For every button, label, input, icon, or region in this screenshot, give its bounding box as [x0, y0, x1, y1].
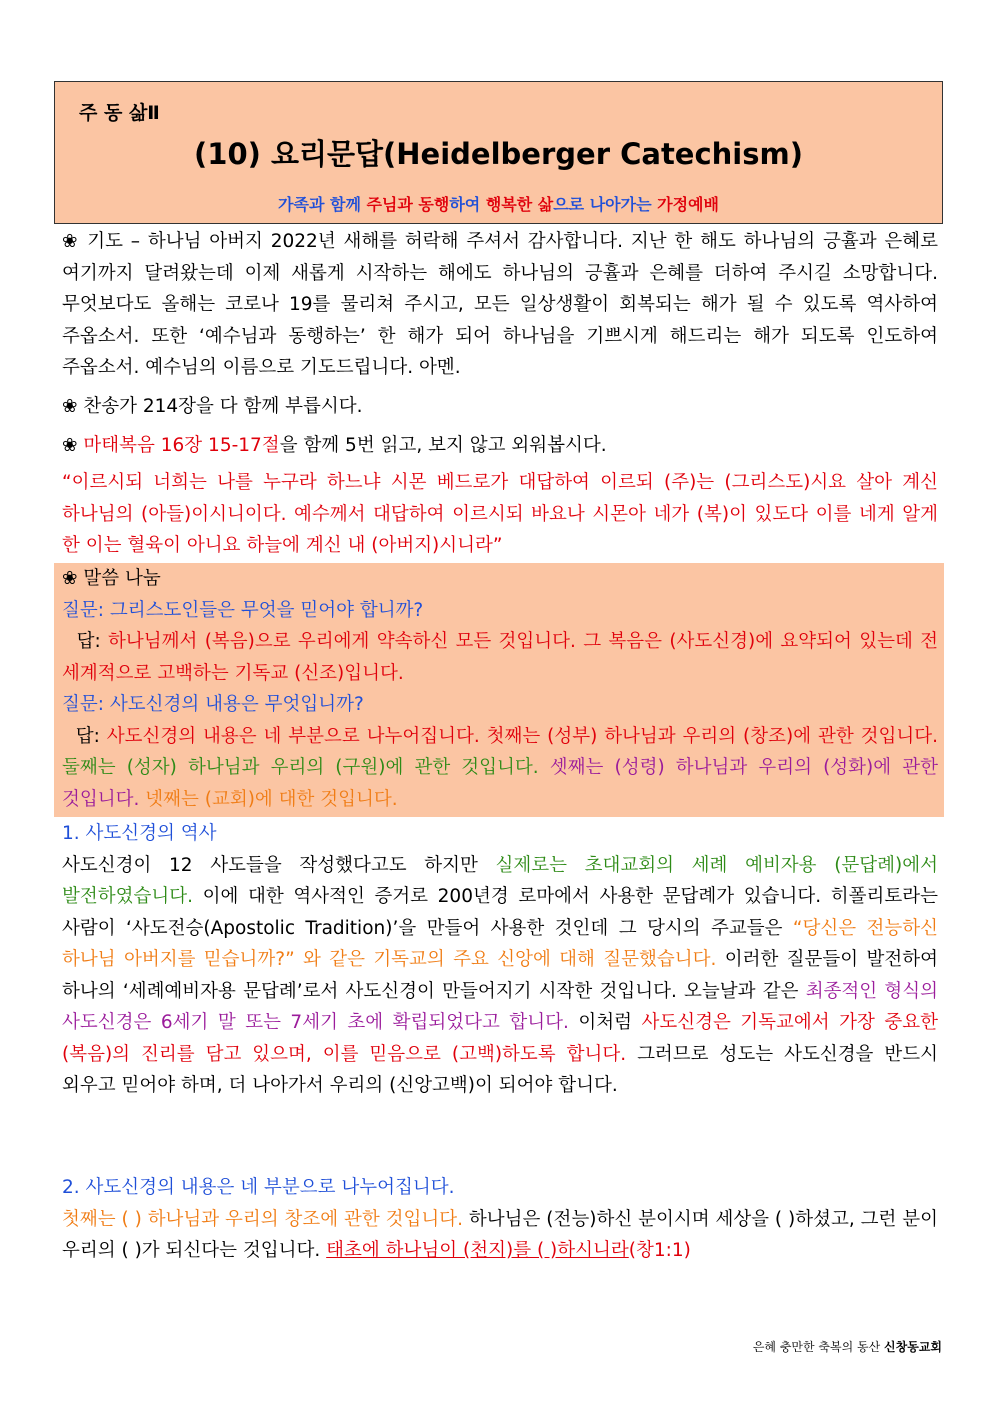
question-2: 질문: 사도신경의 내용은 무엇입니까? — [62, 694, 364, 715]
answer-1-text: 하나님께서 (복음)으로 우리에게 약속하신 모든 것입니다. 그 복음은 (사도신경)에 요약되어 있는데 전 세계적으로 고백하는 기독교 (신조)입니다. — [62, 631, 939, 684]
subtitle-part: 하여 — [449, 195, 486, 214]
body-text: 이러한 질문들이 발전하여 하나의 ‘세례예비자용 문답례’로서 사도신경이 만들어지기 시작한 것입니다. 오늘날과 같은 — [62, 949, 938, 1002]
answer-1 — [62, 626, 938, 689]
prayer-paragraph: ❀ 기도 – 하나님 아버지 2022년 새해를 허락해 주셔서 감사합니다. 지난 한 해도 하나님의 긍휼과 은혜로 여기까지 달려왔는데 이제 새롭게 시작하는 해에도 하나님의 긍휼과 은혜를 더하여 주시길 소망합니다. 무엇보다도 올해는 코로나 19를 물리쳐 주시고, 모든 일상생활이 회복되는 해가 될 수 있도록 역사하여 주옵소서. 또한 ‘예수님과 동행하는’ 한 해가 되어 하나님을 기쁘시게 해드리는 해가 되도록 인도하여 주옵소서. 예수님의 이름으로 기도드립니다. 아멘. — [62, 231, 938, 378]
body-text: 그러므로 성도는 사도신경을 반드시 외우고 믿어야 하며, 더 나아가서 우리의 (신앙고백)이 되어야 합니다. — [62, 1043, 938, 1096]
scripture-reference: (창1:1) — [628, 1240, 691, 1261]
section-2-body — [62, 1204, 938, 1267]
section-1-heading: 1. 사도신경의 역사 — [62, 823, 217, 844]
highlight-text: 사도신경은 기독교에서 가장 중요한 (복음)의 진리를 담고 있으며, 이를 믿음으로 (고백)하도록 합니다. — [62, 1012, 938, 1065]
answer-label: 답: — [62, 631, 109, 652]
highlight-text: 최종적인 형식의 사도신경은 6세기 말 또는 7세기 초에 확립되었다고 합니다. — [62, 980, 938, 1033]
highlight-text: 실제로는 초대교회의 세례 예비자용 (문답례)에서 발전하였습니다. — [62, 854, 938, 907]
church-name: 신창동교회 — [884, 1340, 942, 1354]
footer — [753, 1338, 942, 1355]
body-text: 이에 대한 역사적인 증거로 200년경 로마에서 사용한 문답례가 있습니다. 히폴리토라는 사람이 ‘사도전승(Apostolic Tradition)’을 만들어 사용한 것인데 그 당시의 주교들은 — [62, 886, 938, 939]
hymn-line: ❀ 찬송가 214장을 다 함께 부릅시다. — [62, 396, 363, 417]
page-title: (10) 요리문답(Heidelberger Catechism) — [194, 137, 803, 171]
answer-2-part: 셋째는 (성령) 하나님과 우리의 (성화)에 관한 것입니다. — [62, 757, 938, 810]
reading-instruction: 을 함께 5번 읽고, 보지 않고 외워봅시다. — [279, 435, 607, 456]
scripture-quote: 태초에 하나님이 (천지)를 ( )하시니라 — [326, 1240, 629, 1261]
footer-motto: 은혜 충만한 축복의 동산 — [752, 1340, 885, 1354]
subtitle-part: 가족과 함께 — [278, 195, 367, 214]
question-1: 질문: 그리스도인들은 무엇을 믿어야 합니까? — [62, 599, 424, 621]
answer-label: 답: — [62, 725, 107, 747]
subtitle-part: 으로 나아가는 — [553, 195, 658, 214]
highlight-text: 첫째는 ( ) 하나님과 우리의 창조에 관한 것입니다. — [62, 1208, 464, 1230]
reading-line — [62, 430, 938, 462]
answer-2-part: 사도신경의 내용은 네 부분으로 나누어집니다. 첫째는 (성부) 하나님과 우리의 (창조)에 관한 것입니다. — [106, 725, 938, 747]
sharing-heading: ❀ 말씀 나눔 — [62, 568, 161, 589]
section-1-body — [62, 850, 938, 1102]
body-text: 하나님은 (전능)하신 분이시며 세상을 ( )하셨고, 그런 분이 우리의 ( )가 되신다는 것입니다. — [62, 1208, 938, 1261]
subtitle-part: 행복한 삶 — [485, 195, 554, 214]
answer-2 — [62, 721, 938, 816]
section-1 — [62, 818, 938, 1102]
answer-2-part: 넷째는 (교회)에 대한 것입니다. — [145, 788, 398, 810]
section-2-heading: 2. 사도신경의 내용은 네 부분으로 나누어집니다. — [62, 1177, 455, 1198]
answer-2-part: 둘째는 (성자) 하나님과 우리의 (구원)에 관한 것입니다. — [62, 757, 550, 778]
body-text: 사도신경이 12 사도들을 작성했다고도 하지만 — [62, 854, 496, 876]
subtitle-part: 주님과 동행 — [366, 195, 450, 214]
subtitle-part: 가정예배 — [657, 195, 719, 214]
series-label: 주 동 삶Ⅱ — [79, 102, 160, 124]
header-box — [54, 81, 943, 224]
body-text: 이처럼 — [568, 1012, 642, 1033]
section-2 — [62, 1172, 938, 1267]
scripture-verse: “이르시되 너희는 나를 누구라 하느냐 시몬 베드로가 대답하여 이르되 (주)는 (그리스도)시요 살아 계신 하나님의 (아들)이시니이다. 예수께서 대답하여 이르시되 바요나 시몬아 네가 (복)이 있도다 이를 네게 알게 한 이는 혈육이 아니요 하늘에 계신 내 (아버지)시니라” — [62, 472, 938, 556]
page-subtitle — [55, 192, 942, 215]
highlight-text: “당신은 전능하신 하나님 아버지를 믿습니까?” 와 같은 기독교의 주요 신앙에 대해 질문했습니다. — [62, 917, 938, 970]
sharing-section — [62, 563, 938, 815]
reading-reference: 마태복음 16장 15-17절 — [83, 435, 280, 456]
flower-bullet-icon: ❀ — [62, 435, 84, 456]
